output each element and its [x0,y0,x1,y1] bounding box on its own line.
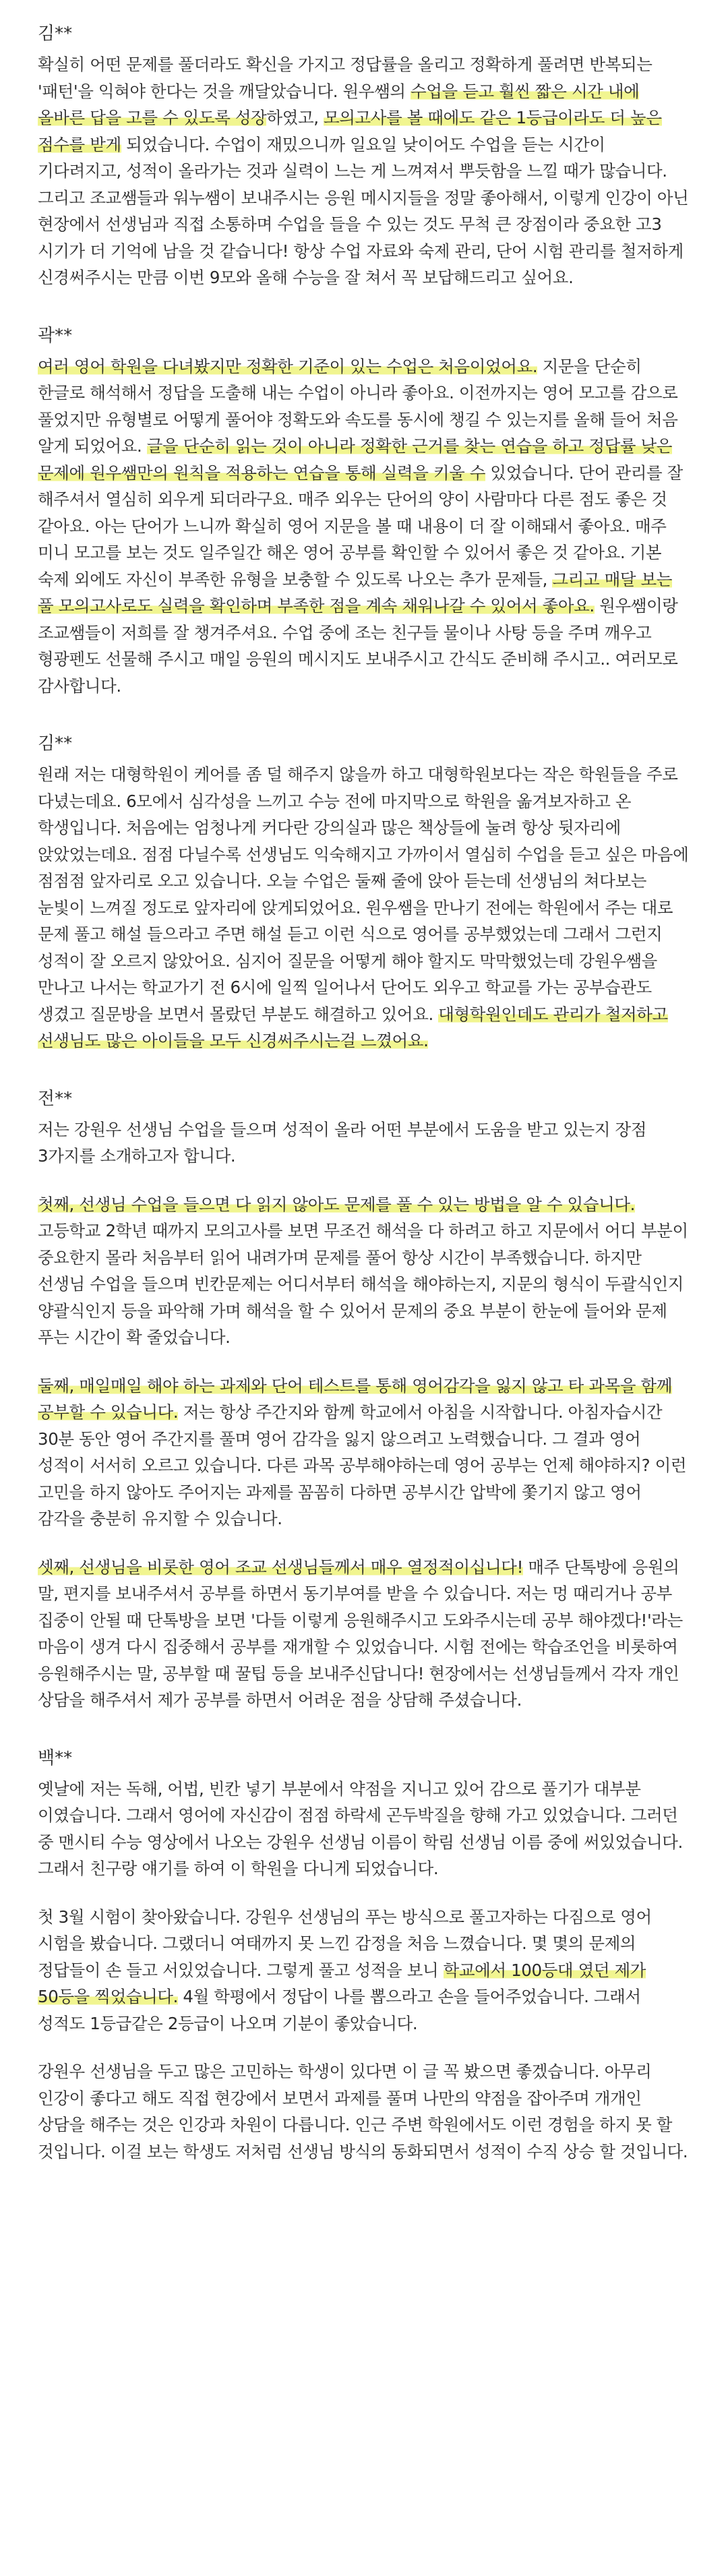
review-text: 첫 3월 시험이 찾아왔습니다. 강원우 선생님의 푸는 방식으로 풀고자하는 다짐으로 영어 시험을 봤습니다. 그랬더니 여태까지 못 느낀 감정을 처음 느꼈습니다. 몇 몇의 문제의 정답들이 손 들고 서있었습니다. 그렇게 풀고 성적을 보니 [38,1907,652,1980]
review-block [38,730,690,1054]
highlighted-text: 그리고 매달 보는 풀 모의고사로도 실력을 확인하며 부족한 점을 계속 채워나갈 수 있어서 좋아요. [38,569,673,616]
review-paragraph [38,51,690,291]
review-author: 김** [38,24,73,44]
highlighted-text: 학교에서 100등대 였던 제가 50등을 찍었습니다. [38,1960,646,2006]
highlighted-text: 여러 영어 학원을 다녀봤지만 정확한 기준이 있는 수업은 처음이었어요. [38,356,538,376]
review-text: 있었습니다. 단어 관리를 잘 해주셔서 열심히 외우게 되더라구요. 매주 외우는 단어의 양이 사람마다 다른 점도 좋은 것 같아요. 아는 단어가 느니까 확실히 영어 지문을 볼 때 내용이 더 잘 이해돼서 좋아요. 매주 미니 모고를 보는 것도 일주일간 해온 영어 공부를 확인할 수 있어서 좋은 것 같아요. 기본 숙제 외에도 자신이 부족한 유형을 보충할 수 있도록 나오는 추가 문제들, [38,462,683,589]
review-text: 고등학교 2학년 때까지 모의고사를 보면 무조건 해석을 다 하려고 하고 지문에서 어디 부분이 중요한지 몰라 처음부터 읽어 내려가며 문제를 풀어 항상 시간이 부족했습니다. 하지만 선생님 수업을 들으며 빈칸문제는 어디서부터 해석을 해야하는지, 지문의 형식이 두괄식인지 양괄식인지 등을 파악해 가며 해석을 할 수 있어서 문제의 중요 부분이 한눈에 들어와 문제 푸는 시간이 확 줄었습니다. [38,1221,688,1347]
review-paragraph [38,353,690,700]
review-block [38,1745,690,2165]
review-text: 저는 항상 주간지와 함께 학교에서 아침을 시작합니다. 아침자습시간 30분 동안 영어 주간지를 풀며 영어 감각을 잃지 않으려고 노력했습니다. 그 결과 영어 성적이 서서히 오르고 있습니다. 다른 과목 공부해야하는데 영어 공부는 언제 해야하지? 이런 고민을 하지 않아도 주어지는 과제를 꼼꼼히 다하면 공부시간 압박에 쫓기지 않고 영어 감각을 충분히 유지할 수 있습니다. [38,1402,687,1528]
review-paragraph [38,1191,690,1351]
review-text: 저는 강원우 선생님 수업을 들으며 성적이 올라 어떤 부분에서 도움을 받고 있는지 장점 3가지를 소개하고자 합니다. [38,1119,646,1166]
review-text: 강원우 선생님을 두고 많은 고민하는 학생이 있다면 이 글 꼭 봤으면 좋겠습니다. 아무리 인강이 좋다고 해도 직접 현강에서 보면서 과제를 풀며 나만의 약점을 잡아주며 개개인 상담을 해주는 것은 인강과 차원이 다릅니다. 인근 주변 학원에서도 이런 경험을 하지 못 할 것입니다. 이걸 보는 학생도 저처럼 선생님 방식의 동화되면서 성적이 수직 상승 할 것입니다. [38,2062,688,2161]
highlighted-text: 수업을 듣고 훨씬 짧은 시간 내에 올바른 답을 고를 수 있도록 성장 [38,81,640,127]
highlighted-text: 대형학원인데도 관리가 철저하고 선생님도 많은 아이들을 모두 신경써주시는걸 느꼈어요. [38,1004,668,1050]
highlighted-text: 글을 단순히 읽는 것이 아니라 정확한 근거를 찾는 연습을 하고 정답률 낮은 문제에 원우쌤만의 원칙을 적용하는 연습을 통해 실력을 키울 수 [38,436,673,483]
review-text: 지문을 단순히 한글로 해석해서 정답을 도출해 내는 수업이 아니라 좋아요. 이전까지는 영어 모고를 감으로 풀었지만 유형별로 어떻게 풀어야 정확도와 속도를 동시에 챙길 수 있는지를 올해 들어 처음 알게 되었어요. [38,356,678,456]
review-paragraph [38,1373,690,1532]
highlighted-text: 셋째, 선생님을 비롯한 영어 조교 선생님들께서 매우 열정적이십니다! [38,1557,523,1577]
review-paragraph [38,1554,690,1714]
review-paragraph [38,1904,690,2037]
review-text: 매주 단톡방에 응원의 말, 편지를 보내주셔서 공부를 하면서 동기부여를 받을 수 있습니다. 저는 멍 때리거나 공부 집중이 안될 때 단톡방을 보면 '다들 이렇게 응원해주시고 도와주시는데 공부 해야겠다!'라는 마음이 생겨 다시 집중해서 공부를 재개할 수 있었습니다. 시험 전에는 학습조언을 비롯하여 응원해주시는 말, 공부할 때 꿀팁 등을 보내주신답니다! 현장에서는 선생님들께서 각자 개인 상담을 해주셔서 제가 공부를 하면서 어려운 점을 상담해 주셨습니다. [38,1557,683,1710]
highlighted-text: 둘째, 매일매일 해야 하는 과제와 단어 테스트를 통해 영어감각을 잃지 않고 타 과목을 함께 공부할 수 있습니다. [38,1375,673,1422]
review-author: 곽** [38,325,73,346]
review-text: 옛날에 저는 독해, 어법, 빈칸 넣기 부분에서 약점을 지니고 있어 감으로 풀기가 대부분 이였습니다. 그래서 영어에 자신감이 점점 하락세 곤두박질을 향해 가고 있었습니다. 그러던 중 맨시티 수능 영상에서 나오는 강원우 선생님 이름이 학림 선생님 이름 중에 써있었습니다. 그래서 친구랑 얘기를 하여 이 학원을 다니게 되었습니다. [38,1778,683,1878]
review-text: 4월 학평에서 정답이 나를 뽑으라고 손을 들어주었습니다. 그래서 성적도 1등급같은 2등급이 나오며 기분이 좋았습니다. [38,1987,641,2033]
review-paragraph [38,761,690,1054]
highlighted-text: 첫째, 선생님 수업을 들으면 다 읽지 않아도 문제를 풀 수 있는 방법을 알 수 있습니다. [38,1194,636,1214]
review-author: 백** [38,1747,73,1768]
review-block [38,322,690,700]
review-paragraph [38,1776,690,1882]
review-block [38,1085,690,1714]
review-author: 김** [38,733,73,754]
review-text: 원우쌤이랑 조교쌤들이 저희를 잘 챙겨주셔요. 수업 중에 조는 친구들 물이나 사탕 등을 주며 깨우고 형광펜도 선물해 주시고 매일 응원의 메시지도 보내주시고 간식도 준비해 주시고.. 여러모로 감사합니다. [38,596,678,696]
review-paragraph [38,1116,690,1170]
review-text: 원래 저는 대형학원이 케어를 좀 덜 해주지 않을까 하고 대형학원보다는 작은 학원들을 주로 다녔는데요. 6모에서 심각성을 느끼고 수능 전에 마지막으로 학원을 옮겨보자하고 온 학생입니다. 처음에는 엄청나게 커다란 강의실과 많은 책상들에 눌려 항상 뒷자리에 앉았었는데요. 점점 다닐수록 선생님도 익숙해지고 가까이서 열심히 수업을 듣고 싶은 마음에 점점점 앞자리로 오고 있습니다. 오늘 수업은 둘째 줄에 앉아 듣는데 선생님의 쳐다보는 눈빛이 느껴질 정도로 앞자리에 앉게되었어요. 원우쌤을 만나기 전에는 학원에서 주는 대로 문제 풀고 해설 들으라고 주면 해설 듣고 이런 식으로 영어를 공부했었는데 그래서 그런지 성적이 잘 오르지 않았어요. 심지어 질문을 어떻게 해야 할지도 막막했었는데 강원우쌤을 만나고 나서는 학교가기 전 6시에 일찍 일어나서 단어도 외우고 학교를 가는 공부습관도 생겼고 질문방을 보면서 몰랐던 부분도 해결하고 있어요. [38,765,689,1024]
review-text: 되었습니다. 수업이 재밌으니까 일요일 낮이어도 수업을 듣는 시간이 기다려지고, 성적이 올라가는 것과 실력이 느는 게 느껴져서 뿌듯함을 느낄 때가 많습니다. 그리고 조교쌤들과 워누쌤이 보내주시는 응원 메시지들을 정말 좋아해서, 이렇게 인강이 아닌 현장에서 선생님과 직접 소통하며 수업을 들을 수 있는 것도 무척 큰 장점이라 중요한 고3 시기가 더 기억에 남을 것 같습니다! 항상 수업 자료와 숙제 관리, 단어 시험 관리를 철저하게 신경써주시는 만큼 이번 9모와 올해 수능을 잘 쳐서 꼭 보답해드리고 싶어요. [38,134,689,287]
review-block [38,20,690,291]
review-paragraph [38,2058,690,2165]
review-author: 전** [38,1088,73,1109]
review-text: 확실히 어떤 문제를 풀더라도 확신을 가지고 정답률을 올리고 정확하게 풀려면 반복되는 '패턴'을 익혀야 한다는 것을 깨달았습니다. 원우쌤의 [38,55,653,101]
review-text: 하였고, [266,108,324,127]
highlighted-text: 모의고사를 볼 때에도 같은 1등급이라도 더 높은 점수를 받게 [38,108,662,154]
